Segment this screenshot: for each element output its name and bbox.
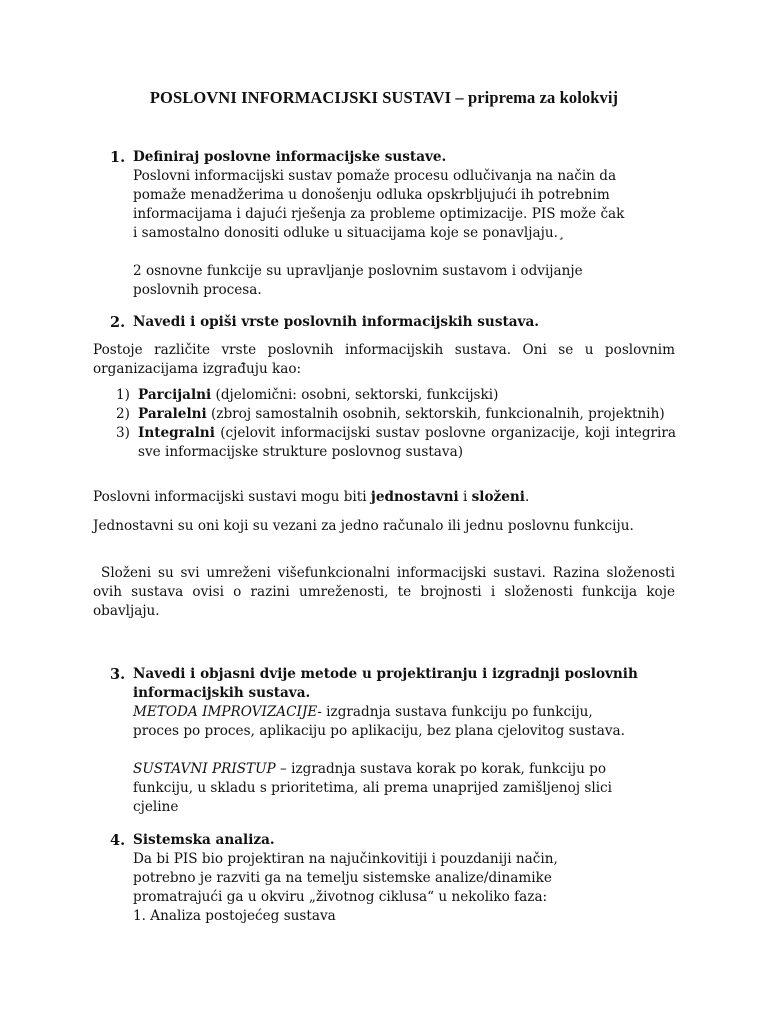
list-item-number: 3) <box>116 425 130 441</box>
answer-line: Poslovni informacijski sustav pomaže procesu odlučivanja na način da <box>133 168 617 184</box>
list-item-desc: (cjelovit informacijski sustav poslovne organizacije, koji integrira sve informacijske strukture poslovnog sustava) <box>138 425 676 460</box>
section-2 <box>110 313 680 332</box>
list-item-number: 1) <box>116 387 130 403</box>
section-number: 3. <box>110 666 126 683</box>
text-run: Poslovni informacijski sustavi mogu biti <box>93 489 371 505</box>
list-item-term: Paralelni <box>138 406 207 422</box>
text-run: i <box>458 489 472 505</box>
list-item-desc: (djelomični: osobni, sektorski, funkcijski) <box>211 387 499 403</box>
answer-line: potrebno je razviti ga na temelju sistemske analize/dinamike <box>133 870 552 886</box>
method-text: proces po proces, aplikaciju po aplikaciju, bez plana cjelovitog sustava. <box>133 723 625 739</box>
list-item <box>116 424 676 462</box>
answer-line: pomaže menadžerima u donošenju odluka opskrbljujući ih potrebnim <box>133 187 610 203</box>
list-item-term: Integralni <box>138 425 215 441</box>
method-text: funkciju, u skladu s prioritetima, ali prema unaprijed zamišljenoj slici <box>133 780 613 796</box>
section-1-answer <box>133 167 680 300</box>
section-number: 1. <box>110 149 126 166</box>
answer-line: i samostalno donositi odluke u situacijama koje se ponavljaju.¸ <box>133 225 565 241</box>
answer-line: 2 osnovne funkcije su upravljanje poslovnim sustavom i odvijanje <box>133 263 583 279</box>
answer-line: Da bi PIS bio projektiran na najučinkovitiji i pouzdaniji način, <box>133 851 558 867</box>
paragraph-simple: Jednostavni su oni koji su vezani za jedno računalo ili jednu poslovnu funkciju. <box>93 518 634 534</box>
section-2-intro: Postoje različite vrste poslovnih informacijskih sustava. Oni se u poslovnim organizacijama izgrađuju kao: <box>93 342 675 377</box>
section-4 <box>110 831 680 926</box>
paragraph-complex: Složeni su svi umreženi višefunkcionalni informacijski sustavi. Razina složenosti ovih sustava ovisi o razini umreženosti, te brojnosti i složenosti funkcija koje obavljaju. <box>93 565 675 619</box>
bold-term: jednostavni <box>370 489 459 505</box>
list-item <box>116 405 676 424</box>
answer-line: 1. Analiza postojećeg sustava <box>133 908 336 924</box>
answer-line: poslovnih procesa. <box>133 282 262 298</box>
types-list <box>116 386 676 462</box>
bold-term: složeni <box>471 489 525 505</box>
paragraph-simple-complex <box>93 488 675 507</box>
method-text: - izgradnja sustava funkciju po funkciju, <box>317 704 593 720</box>
list-item-term: Parcijalni <box>138 387 212 403</box>
method-term: METODA IMPROVIZACIJE <box>133 704 318 720</box>
section-3 <box>110 665 680 817</box>
method-text: – izgradnja sustava korak po korak, funkciju po <box>275 761 607 777</box>
list-item <box>116 386 676 405</box>
method-term: SUSTAVNI PRISTUP <box>133 761 276 777</box>
list-item-desc: (zbroj samostalnih osobnih, sektorskih, funkcionalnih, projektnih) <box>206 406 665 422</box>
list-item-number: 2) <box>116 406 130 422</box>
section-question: informacijskih sustava. <box>133 685 311 701</box>
text-run: . <box>524 489 530 505</box>
method-1 <box>133 703 680 817</box>
document-title: POSLOVNI INFORMACIJSKI SUSTAVI – priprema za kolokvij <box>149 88 619 107</box>
method-text: cjeline <box>133 799 179 815</box>
section-question: Definiraj poslovne informacijske sustave. <box>133 149 447 165</box>
answer-line: promatrajući ga u okviru „životnog ciklusa“ u nekoliko faza: <box>133 889 548 905</box>
section-number: 2. <box>110 314 126 331</box>
section-question: Sistemska analiza. <box>133 832 275 848</box>
section-4-answer <box>133 850 680 926</box>
section-question: Navedi i objasni dvije metode u projektiranju i izgradnji poslovnih <box>133 666 638 682</box>
section-number: 4. <box>110 832 126 849</box>
section-1 <box>110 148 680 300</box>
section-question: Navedi i opiši vrste poslovnih informacijskih sustava. <box>133 314 540 330</box>
answer-line: informacijama i dajući rješenja za probleme optimizacije. PIS može čak <box>133 206 625 222</box>
